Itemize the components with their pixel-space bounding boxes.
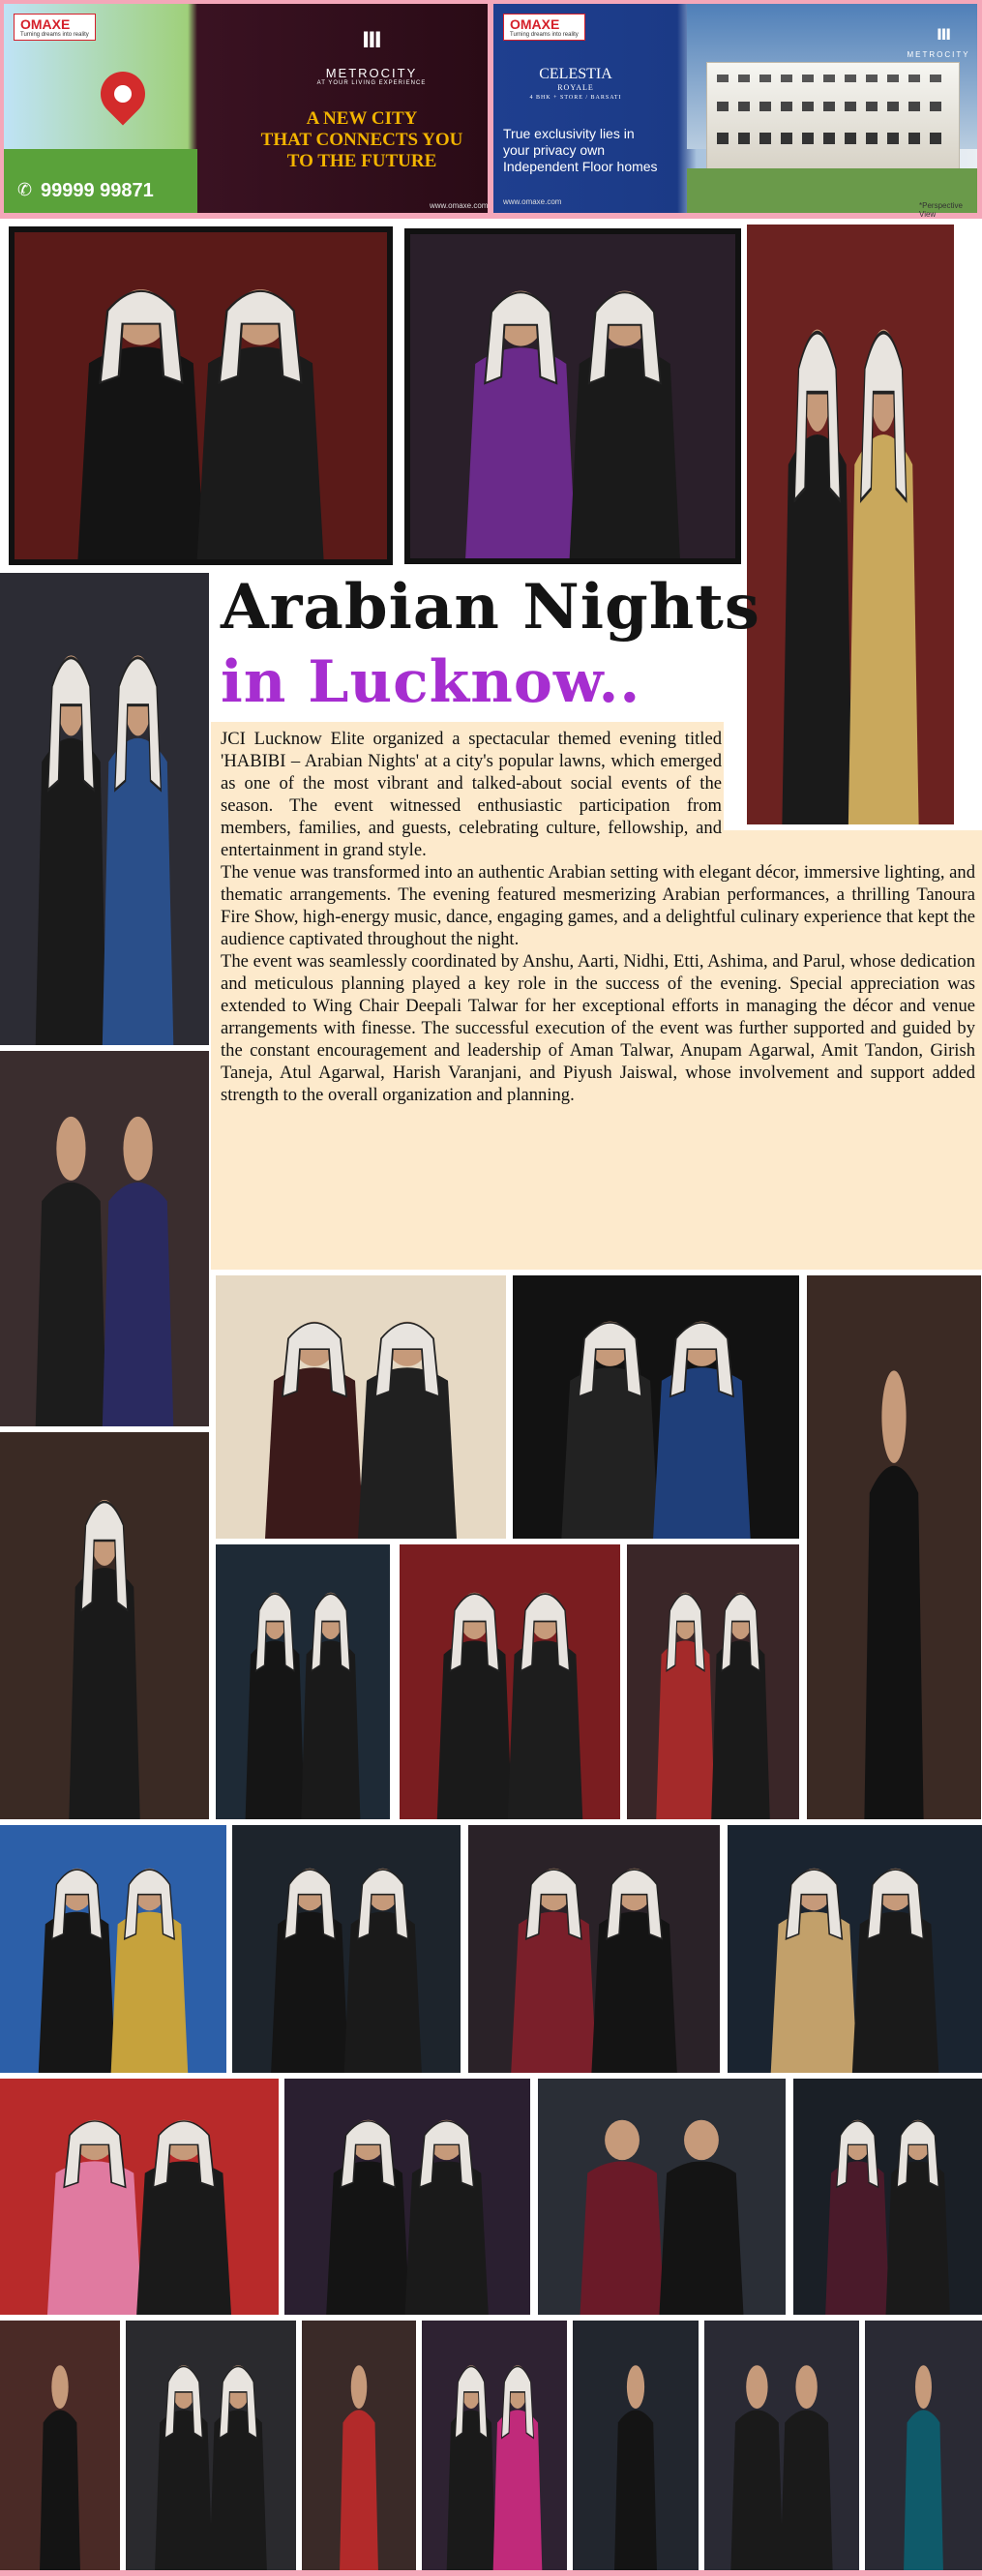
building-illustration <box>706 62 960 170</box>
ad-headline: A NEW CITY THAT CONNECTS YOU TO THE FUTURE <box>260 108 463 171</box>
person-body <box>447 2410 496 2576</box>
article-title-line-1: Arabian Nights <box>221 571 760 644</box>
person-body <box>301 1640 360 1819</box>
bottom-border <box>0 2570 982 2576</box>
person-body <box>437 1640 513 1819</box>
article-paragraph-2: The venue was transformed into an authentic Arabian setting with elegant décor, immersive lighting, and thematic arrangements. The evening featured mesmerizing Arabian performances, a thrilling Tanoura Fire Show, high-energy music, dance, engaging games, and a delightful culinary experience that kept the audience captivated throughout the night. <box>221 862 975 949</box>
person-body <box>111 1912 189 2073</box>
person-body <box>511 1912 596 2073</box>
photo-couple-maroon-dress <box>468 1825 720 2073</box>
person-body <box>404 2161 488 2315</box>
person-body <box>508 1640 583 1819</box>
photo-woman-teal-dress <box>865 2321 982 2576</box>
person-body <box>39 1912 116 2073</box>
photo-couple-scarf <box>126 2321 296 2576</box>
person-body <box>47 2161 142 2315</box>
person-body <box>197 346 324 559</box>
metrocity-emblem-icon: Ⅲ <box>362 29 382 53</box>
person-body <box>570 347 680 558</box>
person-head <box>51 2365 68 2409</box>
metrocity-emblem-icon: Ⅲ <box>937 25 952 44</box>
ad-phone-number: 99999 99871 <box>41 180 154 201</box>
article-body <box>221 728 975 1106</box>
person-head <box>881 1370 906 1463</box>
person-body <box>136 2161 231 2315</box>
photo-couple-embrace <box>704 2321 859 2576</box>
photo-couple-magenta <box>422 2321 567 2576</box>
person-body <box>209 2410 267 2576</box>
omaxe-logo: OMAXE Turning dreams into reality <box>14 14 96 41</box>
article-paragraph-3: The event was seamlessly coordinated by Anshu, Aarti, Nidhi, Etti, Ashima, and Parul, whose dedication and meticulous planning played a key role in the success of the evening. Special appreciation was extended to Wing Chair Deepali Talwar for her exceptional efforts in managing the décor and venue arrangements with finesse. The successful execution of the event was further supported and guided by the constant encouragement and leadership of Aman Talwar, Anupam Agarwal, Amit Tandon, Girish Taneja, Atul Agarwal, Harish Varanjani, and Piyush Jaiswal, whose involvement and support added strength to the overall organization and planning. <box>221 951 975 1105</box>
person-body <box>711 1640 770 1819</box>
person-body <box>155 2410 213 2576</box>
photo-couple-rose <box>216 1275 506 1539</box>
photo-couple-red-curtain <box>400 1544 620 1819</box>
photo-couple-sunglasses <box>728 1825 982 2073</box>
person-head <box>684 2120 719 2160</box>
metrocity-ad-banner[interactable] <box>4 4 488 213</box>
person-body <box>40 2410 80 2576</box>
person-body <box>771 1912 857 2073</box>
person-body <box>340 2410 378 2576</box>
person-body <box>659 2161 743 2315</box>
photo-woman-red-top <box>302 2321 416 2576</box>
ad-copy: True exclusivity lies in your privacy own Independent Floor homes <box>503 126 658 174</box>
photo-couple-night-1 <box>216 1544 390 1819</box>
ad-url: www.omaxe.com <box>430 201 489 210</box>
photo-woman-black-suit <box>807 1275 981 1819</box>
phone-icon: ✆ <box>17 180 33 200</box>
person-body <box>886 2161 950 2315</box>
person-body <box>852 1912 938 2073</box>
photo-couple-black-outfits <box>284 2079 530 2315</box>
celestia-royale-ad-banner[interactable] <box>493 4 977 219</box>
person-body <box>103 738 173 1045</box>
photo-couple-neon <box>793 2079 982 2315</box>
photo-man-keffiyeh-gesture <box>0 1432 209 1819</box>
perspective-note: *Perspective View <box>919 201 963 219</box>
person-body <box>465 347 576 558</box>
person-head <box>351 2365 368 2409</box>
location-pin-icon <box>91 62 154 125</box>
photo-couple-night-2 <box>232 1825 461 2073</box>
person-head <box>627 2365 644 2409</box>
photo-couple-red-dress <box>627 1544 799 1819</box>
person-head <box>56 1117 85 1181</box>
person-body <box>780 2410 832 2576</box>
person-body <box>36 738 106 1045</box>
partner-logo: METROCITY <box>907 50 970 59</box>
photo-couple-purple-dress <box>404 228 741 564</box>
article-paragraph-1: JCI Lucknow Elite organized a spectacular themed evening titled 'HABIBI – Arabian Nights' at a city's popular lawns, which emerged as one of the most vibrant and talked-about social events of the season. The event witnessed enthusiastic participation from members, families, and guests, celebrating culture, fellowship, and entertainment in grand style. <box>221 729 722 860</box>
omaxe-logo: OMAXE Turning dreams into reality <box>503 14 585 41</box>
person-body <box>358 1367 457 1539</box>
photo-couple-maroon-2 <box>538 2079 786 2315</box>
celestia-logo-text: CELESTIA ROYALE 4 BHK + STORE / BARSATI <box>529 66 622 101</box>
person-body <box>825 2161 889 2315</box>
person-head <box>795 2365 817 2409</box>
person-body <box>271 1912 348 2073</box>
person-body <box>36 1183 106 1426</box>
photo-couple-blue-lights <box>0 1825 226 2073</box>
person-body <box>864 1466 923 1819</box>
person-body <box>344 1912 422 2073</box>
photo-couple-arch-pink <box>0 2079 279 2315</box>
article-title-line-2: in Lucknow.. <box>221 648 641 716</box>
person-body <box>591 1912 676 2073</box>
person-body <box>614 2410 657 2576</box>
metrocity-logo-text: METROCITY AT YOUR LIVING EXPERIENCE <box>316 66 427 86</box>
photo-couple-drink <box>0 1051 209 1426</box>
person-body <box>561 1367 659 1539</box>
person-body <box>246 1640 305 1819</box>
person-body <box>265 1367 364 1539</box>
person-body <box>69 1568 139 1819</box>
person-body <box>904 2410 943 2576</box>
photo-couple-carpet-backdrop <box>9 226 393 565</box>
person-body <box>653 1367 751 1539</box>
photo-couple-blue-dress <box>0 573 209 1045</box>
ad-url: www.omaxe.com <box>503 197 562 206</box>
photo-woman-black-dress <box>573 2321 699 2576</box>
person-head <box>915 2365 932 2409</box>
person-body <box>580 2161 665 2315</box>
person-body <box>326 2161 409 2315</box>
person-body <box>103 1183 173 1426</box>
person-body <box>493 2410 543 2576</box>
photo-couple-dark-bg <box>513 1275 799 1539</box>
person-body <box>656 1640 715 1819</box>
person-body <box>730 2410 783 2576</box>
photo-woman-floral <box>0 2321 120 2576</box>
person-head <box>605 2120 640 2160</box>
person-body <box>77 346 204 559</box>
person-head <box>746 2365 767 2409</box>
person-head <box>123 1117 152 1181</box>
